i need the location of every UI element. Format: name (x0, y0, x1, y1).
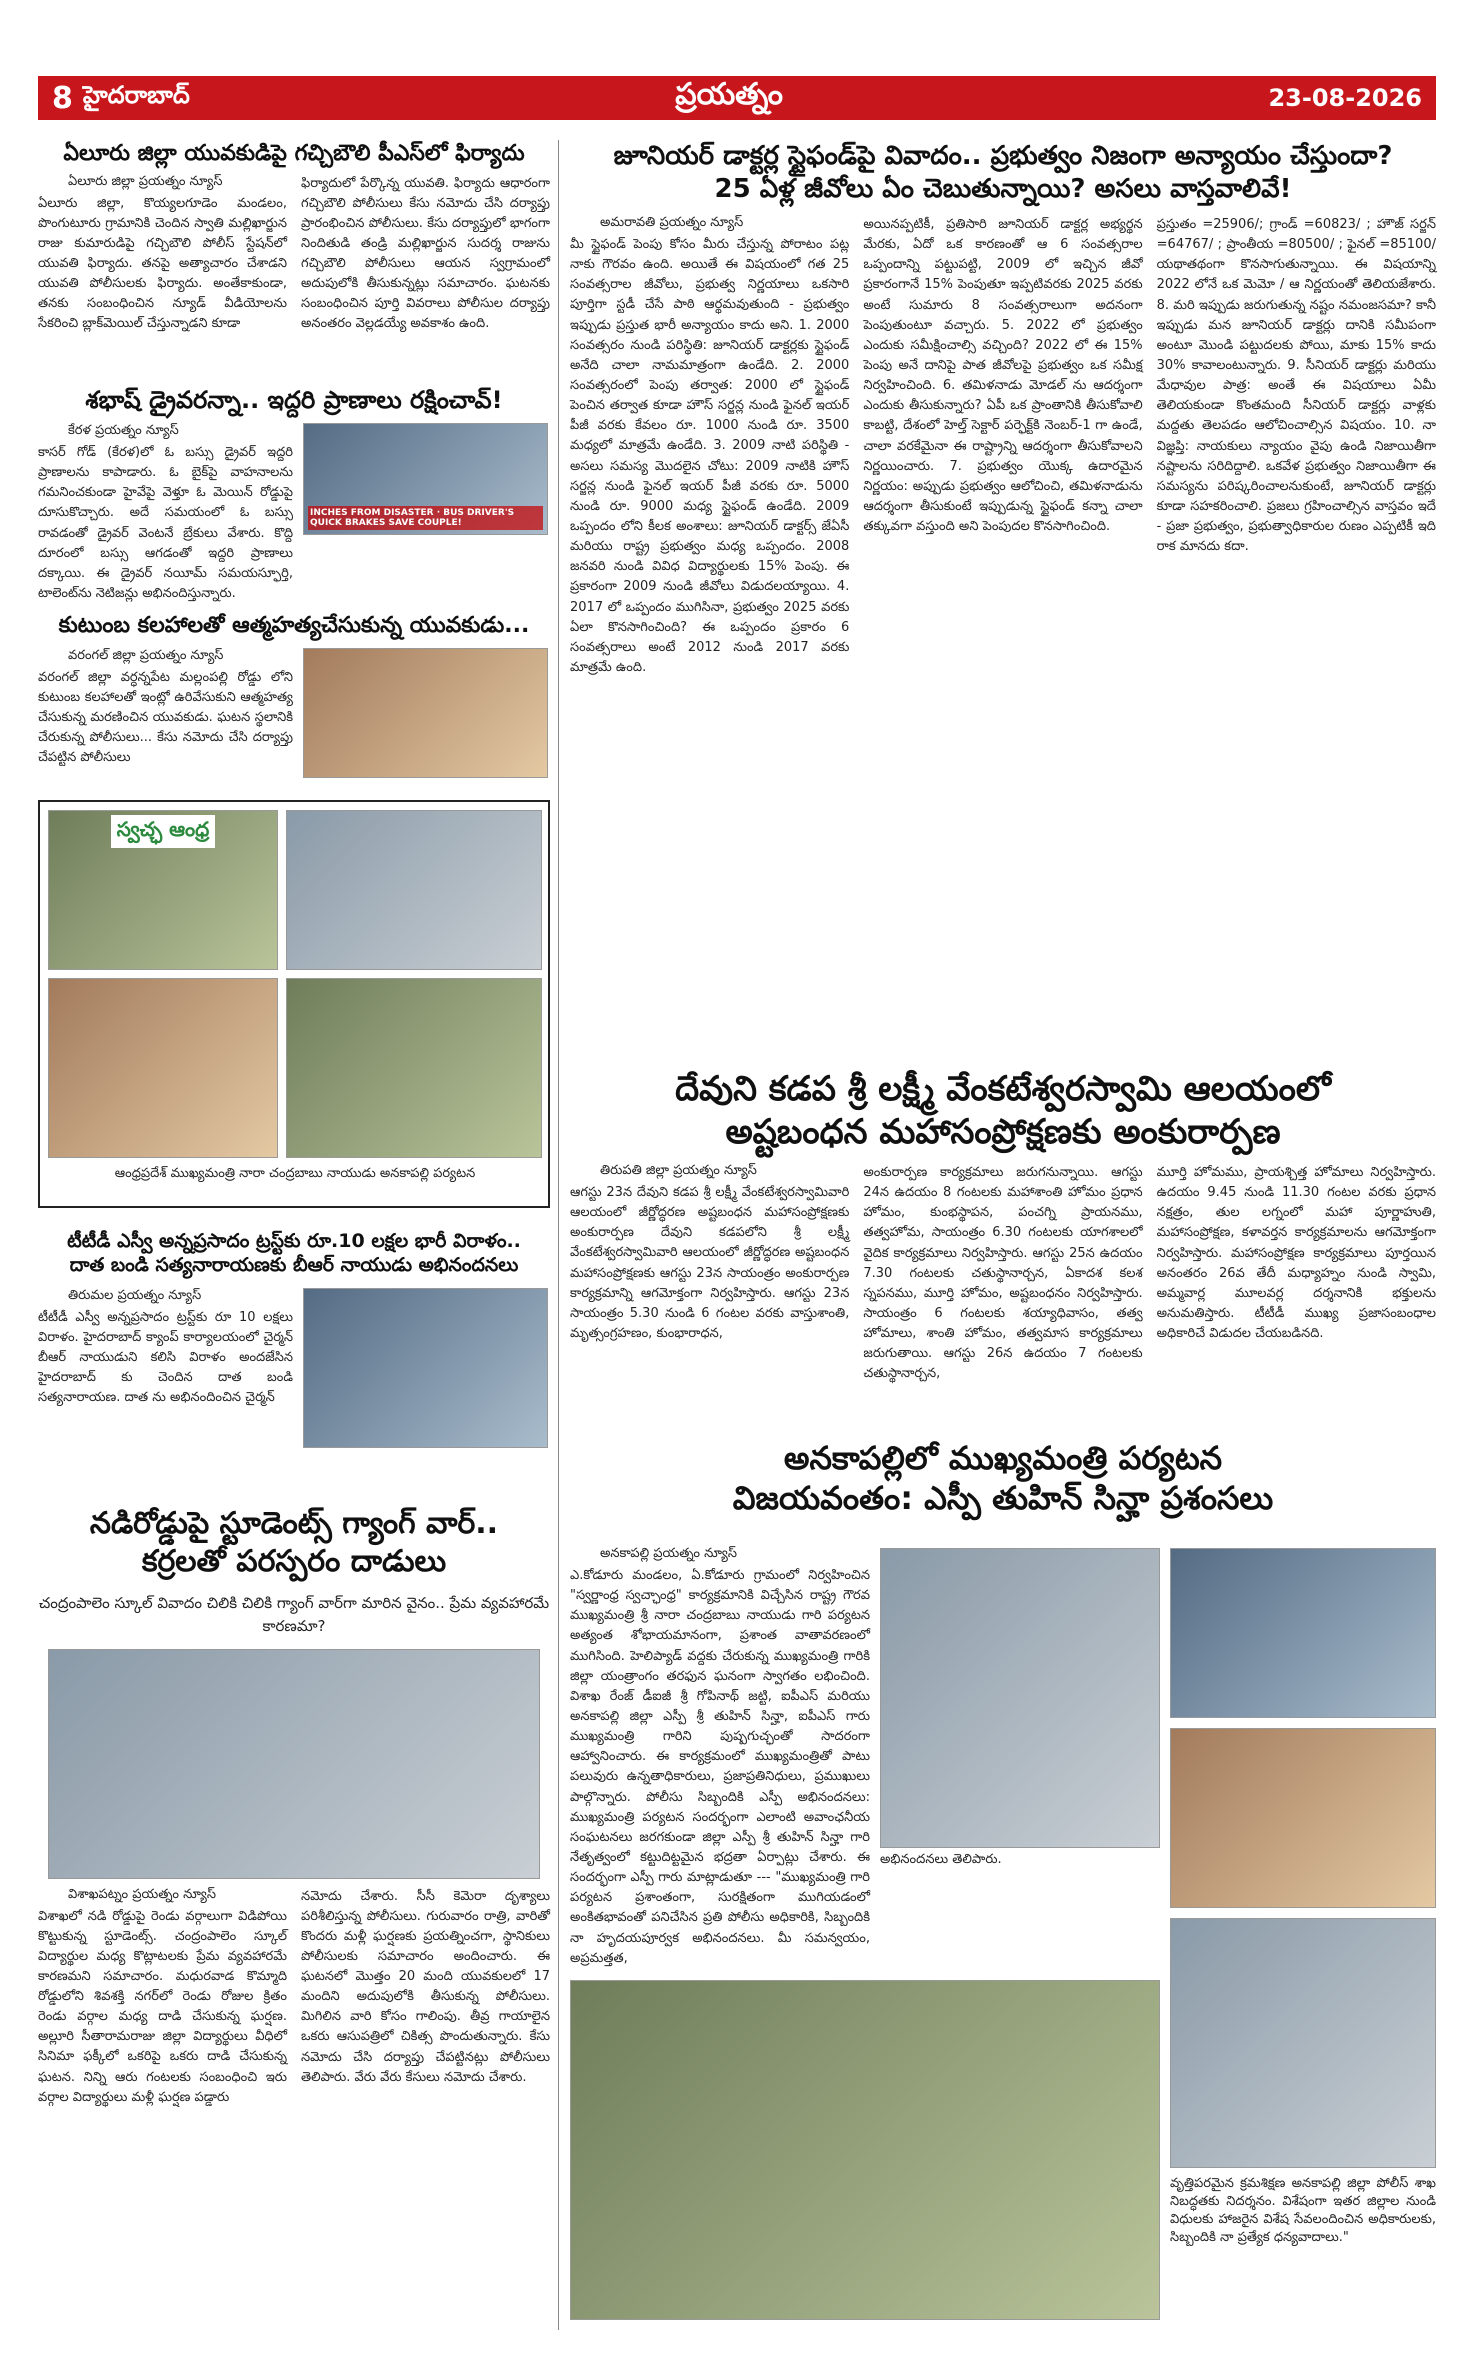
subhead-students: చంద్రంపాలెం స్కూల్ వివాదం చిలికి చిలికి గ్యాంగ్ వార్‌గా మారిన వైనం.. ప్రేమ వ్యవహారమే కారణమా? (38, 1594, 550, 1636)
caption-anakapalli-right: వృత్తిపరమైన క్రమశిక్షణ అనకాపల్లి జిల్లా పోలీస్ శాఖ నిబద్ధతకు నిదర్శనం. విశేషంగా ఇతర జిల్లాల నుండి విధులకు హాజరైన విశేష సేవలందించిన అధికారులకు, సిబ్బందికి నా ప్రత్యేక ధన్యవాదాలు." (1170, 2176, 1436, 2245)
body-doctors-col3: ప్రస్తుతం =25906/; గ్రాండ్ =60823/ ; హౌజ్ సర్జన్ =64767/ ; ప్రాంతీయ =80500/ ; ఫైనల్ =85100/ యథాతథంగా కొనసాగుతున్నాయి. ఈ విషయాన్ని 2022 లోనే ఒక మెమో / ఆ నిర్ణయంతో తెలియజేశారు. 8. మరి ఇప్పుడు జరుగుతున్న నష్టం నమంజసమా? కానీ ఇప్పుడు మన జూనియర్ డాక్టర్లు దానికి సమీపంగా అంటూ మొండి పట్టుదలకు పోయి, మాకు 15% కాదు 30% కావాలంటున్నారు. 9. సీనియర్ డాక్టర్లు మరియు మేధావుల పాత్ర: అంతే ఈ విషయాలు ఏమీ తెలియకుండా కొంతమంది సీనియర్ డాక్టర్లు వాళ్లకు మద్దతు తెలపడం ఆలోచించాల్సిన విషయం. 10. నా విజ్ఞప్తి: నాయకులు న్యాయం వైపు ఉండి నిజాయితీగా నష్టాలను సరిదిద్దాలి. ఒకవేళ ప్రభుత్వం నిజాయితీగా ఈ సమస్యను పరిష్కరించాలనుకుంటే, జూనియర్ డాక్టర్లు కూడా సహకరించాలి. ప్రజలు గ్రహించాల్సిన వాస్తవం ఇదే - ప్రజా ప్రభుత్వం, ప్రభుత్వాధికారుల రుణం ఎప్పటికీ ఇది రాక మానదు కదా. (1156, 217, 1436, 555)
dateline-ttd: తిరుమల ప్రయత్నం న్యూస్ (68, 1287, 202, 1303)
paper-name: ప్రయత్నం (675, 77, 784, 112)
dateline-students: విశాఖపట్నం ప్రయత్నం న్యూస్ (68, 1886, 216, 1902)
dateline-temple: తిరుపతి జిల్లా ప్రయత్నం న్యూస్ (600, 1163, 757, 1178)
driver-cctv-photo (303, 423, 548, 535)
story-temple (570, 1068, 1436, 1385)
body-family: వరంగల్ జిల్లా వర్ధన్నపేట మల్లంపల్లి రోడ్డు లోని కుటుంబ కలహాలతో ఇంట్లో ఉరివేసుకుని ఆత్మహత్య చేసుకున్న మరణించిన యువకుడు. ఘటన స్థలానికి చేరుకున్న పోలీసులు... కేసు నమోదు చేసి దర్యాప్తు చేపట్టిన పోలీసులు (38, 669, 293, 766)
headline-family: కుటుంబ కలహాలతో ఆత్మహత్యచేసుకున్న యువకుడు... (58, 613, 530, 638)
headline-driver: శభాష్ డ్రైవరన్నా.. ఇద్దరి ప్రాణాలు రక్షించావ్! (85, 386, 503, 414)
photo-box-caption: ఆంధ్రప్రదేశ్ ముఖ్యమంత్రి నారా చంద్రబాబు నాయుడు అనకాపల్లి పర్యటన (114, 1166, 476, 1181)
headline-ttd-line1: టీటీడీ ఎస్వీ అన్నప్రసాదం ట్రస్ట్‌కు రూ.10 లక్షల భారీ విరాళం.. (67, 1230, 521, 1252)
headline-doctors-line1: జూనియర్ డాక్టర్ల స్టైఫండ్‌పై వివాదం.. ప్రభుత్వం నిజంగా అన్యాయం చేస్తుందా? (613, 141, 1393, 171)
photo-audience (286, 810, 542, 970)
headline-temple-line1: దేవుని కడప శ్రీ లక్ష్మీ వేంకటేశ్వరస్వామి ఆలయంలో (675, 1069, 1331, 1109)
body-temple-col2: అంకురార్పణ కార్యక్రమాలు జరుగనున్నాయి. ఆగస్టు 24న ఉదయం 8 గంటలకు మహాశాంతి హోమం ప్రధాన హోమం, కుంభస్థాపన, పంచగ్ని ప్రాయనము, తత్వహోమ, సాయంత్రం 6.30 గంటలకు యాగశాలలో వైదిక కార్యక్రమాలు నిర్వహిస్తారు. ఆగస్టు 25న ఉదయం 7.30 గంటలకు చతుస్థానార్చన, ఏకాదశ కలశ స్నపనము, మూర్తి హోమం, అష్టబంధనం నిర్వహిస్తారు. సాయంత్రం 6 గంటలకు శయ్యాధివాసం, తత్వ హోమాలు, శాంతి హోమం, తత్వమాస కార్యక్రమాలు జరుగుతాయి. ఆగస్టు 26న ఉదయం 7 గంటలకు చతుస్థానార్చన, (863, 1165, 1143, 1382)
photo-cm-award (48, 810, 278, 970)
dateline-driver: కేరళ ప్రయత్నం న్యూస్ (68, 423, 179, 438)
dateline-doctors: అమరావతి ప్రయత్నం న్యూస్ (600, 215, 744, 230)
headline-eluru: ఏలూరు జిల్లా యువకుడిపై గచ్చిబౌలి పీఎస్‌లో ఫిర్యాదు (63, 141, 525, 166)
dateline-anakapalli: అనకాపల్లి ప్రయత్నం న్యూస్ (600, 1546, 738, 1561)
body-students-col1: విశాఖలో నడి రోడ్డుపై రెండు వర్గాలుగా విడిపోయి కొట్టుకున్న స్టూడెంట్స్. చంద్రంపాలెం స్కూల్ విద్యార్థుల మధ్య కొట్లాటలకు ప్రేమ వ్యవహారమే కారణమని సమాచారం. మధురవాడ కొమ్మాది రోడ్డులోని శివశక్తి నగర్‌లో రెండు రోజుల క్రితం రెండు వర్గాల మధ్య దాడి చేసుకున్న ఘర్షణ. అల్లూరి సీతారామరాజు జిల్లా విద్యార్థులు వీధిలో సినిమా ఫక్కీలో ఒకరిపై ఒకరు దాడి చేసుకున్న ఘటన. నిన్ని ఆరు గంటలకు సంబంధించి ఇరు వర్గాల విద్యార్థులు మళ్లీ ఘర్షణ పడ్డారు (38, 1908, 287, 2105)
story-driver (38, 385, 550, 604)
issue-date: 23-08-2026 (1268, 84, 1422, 112)
body-doctors-col1: మీ స్టైఫండ్ పెంపు కోసం మీరు చేస్తున్న పోరాటం పట్ల నాకు గౌరవం ఉంది. అయితే ఈ విషయంలో గత 25 సంవత్సరాల జీవోలు, ప్రభుత్వ నిర్ణయాలు ఒకసారి పూర్తిగా స్టడీ చేసే పాఠి ఆర్థమవుతుంది - ప్రభుత్వం ఇప్పుడు ప్రస్తుత భారీ అన్యాయం కాదు అని. 1. 2000 సంవత్సరం నుండి పరిస్థితి: జూనియర్ డాక్టర్లకు స్టైఫండ్ అనేది చాలా నామమాత్రంగా ఉండేది. 2. 2000 సంవత్సరంలో పెంపు తర్వాత: 2000 లో స్టైఫండ్ పెంచిన తర్వాత కూడా హౌస్ సర్జన్ల నుండి ఫైనల్ ఇయర్ పీజీ వరకు కేవలం రూ. 1000 నుండి రూ. 3500 మధ్యలో మాత్రమే ఉండేది. 3. 2009 నాటి పరిస్థితి - అసలు సమస్య మొదలైన చోటు: 2009 నాటికి హౌస్ సర్జన్ల నుండి ఫైనల్ ఇయర్ పీజీ వరకు రూ. 5000 నుండి రూ. 9000 మధ్య స్టైఫండ్ ఉండేది. 2009 ఒప్పందం లోని కీలక అంశాలు: జూనియర్ డాక్టర్స్ జేఏసీ మరియు రాష్ట్ర ప్రభుత్వం మధ్య ఒప్పందం. 2008 జనవరి నుండి వివిధ విద్యార్థులకు 15% పెంపు. ఈ ప్రకారంగా 2009 నుండి జీవోలు విడుదలయ్యాయి. 4. 2017 లో ఒప్పందం ముగిసినా, ప్రభుత్వం 2025 వరకు ఏలా కొనసాగించింది? ఈ ఒప్పందం ప్రకారం 6 సంవత్సరాలు అంటే 2012 నుండి 2017 వరకు మాత్రమే ఉంది. (570, 237, 850, 675)
story-anakapalli (570, 1438, 1436, 2338)
photo-stall-visit (48, 978, 278, 1158)
headline-temple-line2: అష్టబంధన మహాసంప్రోక్షణకు అంకురార్పణ (725, 1111, 1281, 1152)
ttd-donation-photo (303, 1288, 548, 1448)
photo-sign-text: స్వచ్ఛ ఆంధ్ర (111, 815, 216, 848)
body-anakapalli: ఎ.కోడూరు మండలం, ఏ.కోడూరు గ్రామంలో నిర్వహించిన "స్వర్ణాంధ్ర స్వచ్ఛాంధ్ర" కార్యక్రమానికి విచ్చేసిన రాష్ట్ర గౌరవ ముఖ్యమంత్రి శ్రీ నారా చంద్రబాబు నాయుడు గారి పర్యటన అత్యంత శోభాయమానంగా, ప్రశాంత వాతావరణంలో ముగిసింది. హెలిప్యాడ్ వద్దకు చేరుకున్న ముఖ్యమంత్రి గారికి జిల్లా యంత్రాంగం తరఫున ఘనంగా స్వాగతం లభించింది. విశాఖ రేంజ్ డీఐజీ శ్రీ గోపినాథ్ జట్టి, ఐపీఎస్ మరియు అనకాపల్లి జిల్లా ఎస్పీ శ్రీ తుహిన్ సిన్హా, ఐపీఎస్ గారు ముఖ్యమంత్రి గారిని పుష్పగుచ్ఛంతో సాదరంగా ఆహ్వానించారు. ఈ కార్యక్రమంలో ముఖ్యమంత్రితో పాటు పలువురు ఉన్నతాధికారులు, ప్రజాప్రతినిధులు, ప్రముఖులు పాల్గొన్నారు. పోలీసు సిబ్బందికి ఎస్పీ అభినందనలు: ముఖ్యమంత్రి పర్యటన సందర్భంగా ఎలాంటి అవాంఛనీయ సంఘటనలు జరగకుండా జిల్లా ఎస్పీ శ్రీ తుహిన్ సిన్హా గారి నేతృత్వంలో కట్టుదిట్టమైన భద్రతా ఏర్పాట్లు చేశారు. ఈ సందర్భంగా ఎస్పీ గారు మాట్లాడుతూ --- "ముఖ్యమంత్రి గారి పర్యటన ప్రశాంతంగా, సురక్షితంగా ముగియడంలో అంకితభావంతో పనిచేసిన ప్రతి పోలీసు అధికారికి, సిబ్బందికి నా హృదయపూర్వక అభినందనలు. మీ సమన్వయం, అప్రమత్తత, (570, 1568, 870, 1966)
body-driver: కాసర్ గోడ్ (కేరళ)లో ఓ బస్సు డ్రైవర్ ఇద్దరి ప్రాణాలను కాపాడారు. ఓ బైక్‌పై వాహనాలను గమనించకుండా హైవేపై వెళ్తూ ఓ మెయిన్ రోడ్డుపై దూసుకొచ్చారు. అదే సమయంలో ఓ బస్సు రావడంతో డ్రైవర్ వెంటనే బ్రేకులు వేశారు. కొద్ది దూరంలో బస్సు ఆగడంతో ఇద్దరి ప్రాణాలు దక్కాయి. ఈ డ్రైవర్ నయీమ్ సమయస్ఫూర్తి, టాలెంట్‌ను నెటిజన్లు అభినందిస్తున్నారు. (38, 445, 293, 601)
headline-anakapalli-line2: విజయవంతం: ఎస్పీ తుహిన్ సిన్హా ప్రశంసలు (732, 1479, 1274, 1517)
page-label (52, 81, 190, 116)
dateline-eluru: ఏలూరు జిల్లా ప్రయత్నం న్యూస్ (68, 173, 223, 189)
driver-photo-overlay-text: INCHES FROM DISASTER · BUS DRIVER'S QUICK BRAKES SAVE COUPLE! (308, 506, 543, 530)
column-divider (558, 140, 559, 2330)
story-students (38, 1505, 550, 2108)
dateline-family: వరంగల్ జిల్లా ప్రయత్నం న్యూస్ (68, 647, 224, 663)
body-temple-col1: ఆగస్టు 23న దేవుని కడప శ్రీ లక్ష్మీ వేంకటేశ్వరస్వామివారి ఆలయంలో జీర్ణోద్ధరణ అష్టబంధన మహాసంప్రోక్షణకు అంకురార్పణ దేవుని కడపలోని శ్రీ లక్ష్మీ వేంకటేశ్వరస్వామివారి ఆలయంలో జీర్ణోద్ధరణ అష్టబంధన మహాసంప్రోక్షణకు ఆగస్టు 23న సాయంత్రం అంకురార్పణ కార్యక్రమాన్ని ఆగమోక్తంగా నిర్వహిస్తారు. ఆగస్టు 23న సాయంత్రం 5.30 నుండి 6 గంటల వరకు వాస్తుశాంతి, మృత్సంగ్రహణం, కుంభారాధన, (570, 1185, 850, 1341)
body-students-col2: నమోదు చేశారు. సీసీ కెమెరా దృశ్యాలు పరిశీలిస్తున్న పోలీసులు. గురువారం రాత్రి, వారితో కొందరు మళ్లీ ఘర్షణకు ప్రయత్నించగా, స్థానికులు పోలీసులకు సమాచారం అందించారు. ఈ ఘటనలో మొత్తం 20 మంది యువకులలో 17 మందిని అదుపులోకి తీసుకున్న పోలీసులు. మిగిలిన వారి కోసం గాలింపు. తీవ్ర గాయాలైన ఒకరు ఆసుపత్రిలో చికిత్స పొందుతున్నారు. కేసు నమోదు చేసి దర్యాప్తు చేపట్టినట్లు పోలీసులు తెలిపారు. వేరు వేరు కేసులు నమోదు చేశారు. (301, 1888, 550, 2085)
body-ttd: టీటీడీ ఎస్వీ అన్నప్రసాదం ట్రస్ట్‌కు రూ 10 లక్షలు విరాళం. హైదరాబాద్ క్యాంప్ కార్యాలయంలో చైర్మన్ బీఆర్ నాయుడుని కలిసి విరాళం అందజేసిన హైదరాబాద్ కు చెందిన దాత బండి సత్యనారాయణ. దాత ను అభినందించిన చైర్మన్ (38, 1309, 293, 1406)
photo-cm-with-sp (880, 1548, 1160, 1848)
body-eluru-col1: ఏలూరు జిల్లా, కొయ్యలగూడెం మండలం, పొంగుటూరు గ్రామానికి చెందిన స్వాతి మల్లిఖార్జున రాజు కుమారుడిపై గచ్చిబౌలి పోలీస్ స్టేషన్‌లో యువతి ఫిర్యాదు. తనపై అత్యాచారం చేశాడని యువతి పోలీసులకు ఫిర్యాదు. అంతేకాకుండా, తనకు సంబంధించిన న్యూడ్ వీడియోలను సేకరించి బ్లాక్‌మెయిల్ చేస్తున్నాడని కూడా (38, 195, 287, 332)
photo-plant-gift (286, 978, 542, 1158)
photo-sp-motorcycle (1170, 1548, 1436, 1718)
headline-ttd-line2: దాత బండి సత్యనారాయణకు బీఆర్ నాయుడు అభినందనలు (69, 1253, 519, 1276)
photo-cm-sp-standing (1170, 1918, 1436, 2168)
students-fight-photo (48, 1649, 540, 1879)
headline-students-line2: కర్రలతో పరస్పరం దాడులు (141, 1543, 447, 1579)
story-eluru (38, 140, 550, 335)
headline-anakapalli-line1: అనకాపల్లిలో ముఖ్యమంత్రి పర్యటన (783, 1439, 1223, 1477)
section-name: హైదరాబాద్ (82, 81, 190, 109)
body-eluru-col2: ఫిర్యాదులో పేర్కొన్న యువతి. ఫిర్యాదు ఆధారంగా గచ్చిబౌలి పోలీసులు కేసు నమోదు చేసి దర్యాప్తు ప్రారంభించిన పోలీసులు. కేసు దర్యాప్తులో భాగంగా నిందితుడి తండ్రి మల్లిఖార్జున సుదర్శ రాజును గచ్చిబౌలి పోలీసులు ఆయన స్వగ్రామంలో అదుపులోకి తీసుకున్నట్లు సమాచారం. ఘటనకు సంబంధించిన పూర్తి వివరాలు పోలీసుల దర్యాప్తు అనంతరం వెల్లడయ్యే అవకాశం ఉంది. (301, 175, 550, 332)
headline-doctors-line2: 25 ఏళ్ల జీవోలు ఏం చెబుతున్నాయి? అసలు వాస్తవాలివే! (714, 173, 1292, 204)
photo-cm-bouquet (570, 1980, 1160, 2320)
photo-box-anakapalli (38, 800, 550, 1208)
masthead (38, 76, 1436, 120)
family-scene-photo (303, 648, 548, 778)
body-temple-col3: మూర్తి హోమము, ప్రాయశ్చిత్త హోమాలు నిర్వహిస్తారు. ఉదయం 9.45 నుండి 11.30 గంటల వరకు ప్రధాన నక్షత్రం, తుల లగ్నంలో మహా పూర్ణాహుతి, మహాసంప్రోక్షణ, కళావర్తన కార్యక్రమాలను ఆగమోక్తంగా నిర్వహిస్తారు. మహాసంప్రోక్షణ కార్యక్రమాలు పూర్తయిన అనంతరం 26వ తేదీ మధ్యాహ్నం నుండి స్వామి, అమ్మవార్ల మూలవర్ల దర్శనానికి భక్తులను అనుమతిస్తారు. టీటీడీ ముఖ్య ప్రజాసంబంధాల అధికారిచే విడుదల చేయబడినది. (1156, 1165, 1436, 1342)
headline-students-line1: నడిరోడ్డుపై స్టూడెంట్స్ గ్యాంగ్ వార్.. (89, 1506, 499, 1541)
story-ttd (38, 1230, 550, 1448)
photo-greeting (1170, 1728, 1436, 1908)
body-doctors-col2: అయినప్పటికీ, ప్రతిసారి జూనియర్ డాక్టర్ల అభ్యర్థన మేరకు, ఏదో ఒక కారణంతో ఆ 6 సంవత్సరాల ఒప్పందాన్ని పట్టుపట్టి, 2009 లో ఇచ్చిన జీవో ప్రకారంగానే 15% పెంపుతూ ఇప్పటివరకు 2025 వరకు అంటే సుమారు 8 సంవత్సరాలుగా అదనంగా పెంపుతుంటూ వచ్చారు. 5. 2022 లో ప్రభుత్వం ఎందుకు సమీక్షించాల్సి వచ్చింది? 2022 లో ఈ 15% పెంపు అనే దానిపై పాత జీవోలపై ప్రభుత్వం ఒక సమీక్ష నిర్వహించింది. 6. తమిళనాడు మోడల్ ను ఆదర్శంగా ఎందుకు తీసుకున్నారు? ఏపీ ఒక ప్రాంతానికి తీసుకోవాలి కాబట్టి, దేశంలో హెల్త్ సెక్టార్ పర్ఫెక్ట్‌కి నెంబర్-1 గా ఉండే, చాలా వరకేమైనా ఈ రాష్ట్రాన్ని ఆదర్శంగా తీసుకోవాలని నిర్ణయించారు. 7. ప్రభుత్వం యొక్క ఉదారమైన నిర్ణయం: అప్పుడు ప్రభుత్వం ఆలోచించి, తమిళనాడును ఆదర్శంగా తీసుకుంటే ఇప్పుడున్న స్టైఫండ్ కన్నా చాలా తక్కువగా వస్తుంది అని పెంపుదల కొనసాగించింది. (863, 217, 1143, 535)
caption-anakapalli-left: అభినందనలు తెలిపారు. (880, 1852, 1002, 1867)
page-number: 8 (52, 80, 73, 116)
story-family (38, 612, 550, 778)
story-doctors (570, 140, 1436, 678)
